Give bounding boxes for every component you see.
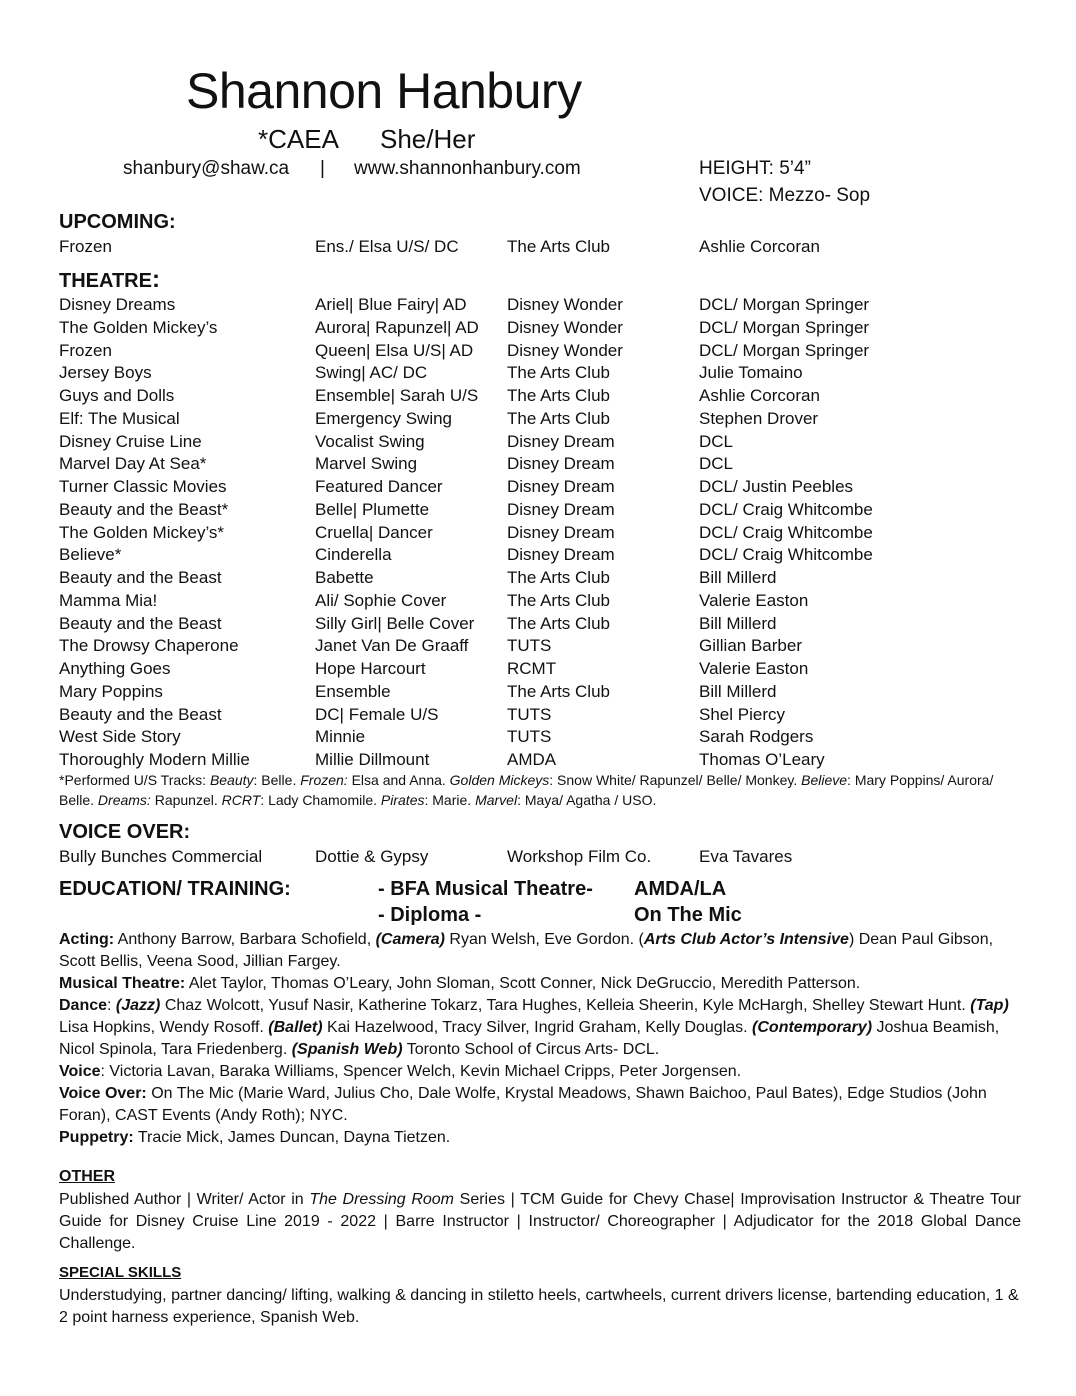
role: Featured Dancer	[315, 477, 443, 496]
role: Queen| Elsa U/S| AD	[315, 340, 474, 360]
show-title: Jersey Boys	[59, 363, 152, 383]
venue: Disney Wonder	[507, 295, 623, 314]
role: Janet Van De Graaff	[315, 636, 469, 656]
venue: Disney Wonder	[507, 340, 623, 360]
show-title: Bully Bunches Commercial	[59, 847, 263, 866]
show-title: Frozen	[59, 237, 112, 256]
venue: Disney Dream	[507, 477, 615, 496]
venue: The Arts Club	[507, 408, 610, 428]
venue: The Arts Club	[507, 568, 610, 587]
degree-bfa: - BFA Musical Theatre-	[378, 878, 593, 900]
director: Ashlie Corcoran	[699, 237, 820, 256]
role: Marvel Swing	[315, 454, 418, 474]
director: Valerie Easton	[699, 659, 809, 678]
show-title: Believe*	[59, 545, 122, 565]
venue: The Arts Club	[507, 237, 610, 256]
venue: Disney Dream	[507, 431, 615, 451]
show-title: Marvel Day At Sea*	[59, 454, 207, 474]
director: Bill Millerd	[699, 613, 777, 633]
role: Babette	[315, 568, 374, 587]
show-title: Mamma Mia!	[59, 590, 158, 610]
venue: The Arts Club	[507, 363, 610, 383]
theatre-heading-label: THEATRE	[59, 270, 152, 292]
show-title: Turner Classic Movies	[59, 477, 227, 496]
role: Minnie	[315, 727, 366, 747]
email-link[interactable]: shanbury@shaw.ca	[123, 158, 290, 179]
venue: Disney Dream	[507, 454, 615, 474]
show-title: West Side Story	[59, 727, 181, 747]
show-title: The Golden Mickey’s*	[59, 522, 225, 542]
other-heading: OTHER	[59, 1168, 115, 1185]
show-title: Thoroughly Modern Millie	[59, 750, 250, 769]
role: Cruella| Dancer	[315, 522, 433, 542]
special-skills-text: Understudying, partner dancing/ lifting, walking & dancing in stiletto heels, cartwheels, current drivers license, bartending education, 1 & 2 point harness experience, Spanish Web.	[59, 1287, 1019, 1326]
director: Bill Millerd	[699, 568, 777, 587]
role: Ali/ Sophie Cover	[315, 590, 447, 610]
show-title: Beauty and the Beast*	[59, 499, 229, 519]
role: Silly Girl| Belle Cover	[315, 613, 475, 633]
role: Swing| AC/ DC	[315, 363, 428, 383]
director: DCL/ Morgan Springer	[699, 317, 870, 337]
voice-over-heading: VOICE OVER:	[59, 821, 191, 843]
director: Thomas O’Leary	[699, 750, 825, 769]
venue: The Arts Club	[507, 681, 610, 701]
school-on-the-mic: On The Mic	[634, 904, 742, 926]
show-title: The Golden Mickey’s	[59, 317, 218, 337]
training-puppetry: Puppetry: Tracie Mick, James Duncan, Dayna Tietzen.	[59, 1129, 451, 1146]
director: DCL/ Morgan Springer	[699, 340, 870, 360]
height-stat: HEIGHT: 5’4”	[699, 158, 811, 179]
venue: Workshop Film Co.	[507, 847, 652, 866]
training-acting: Acting: Anthony Barrow, Barbara Schofield, (Camera) Ryan Welsh, Eve Gordon. (Arts Club Actor’s Intensive) Dean Paul Gibson, Scott Bellis, Veena Sood, Jillian Fargey.	[59, 931, 994, 970]
theatre-heading-colon: :	[151, 266, 160, 293]
director: Gillian Barber	[699, 636, 802, 656]
venue: TUTS	[507, 727, 552, 747]
director: DCL/ Craig Whitcombe	[699, 522, 873, 542]
role: Ens./ Elsa U/S/ DC	[315, 237, 459, 256]
role: Cinderella	[315, 545, 392, 565]
union-status: *CAEA	[258, 124, 339, 154]
pronouns: She/Her	[380, 124, 476, 154]
director: Ashlie Corcoran	[699, 386, 820, 405]
role: Aurora| Rapunzel| AD	[315, 317, 479, 337]
venue: TUTS	[507, 704, 552, 724]
venue: RCMT	[507, 659, 557, 678]
director: DCL	[699, 454, 734, 474]
director: Sarah Rodgers	[699, 727, 814, 747]
director: DCL/ Justin Peebles	[699, 477, 854, 496]
role: Dottie & Gypsy	[315, 847, 429, 866]
director: Stephen Drover	[699, 408, 819, 428]
degree-diploma: - Diploma -	[378, 904, 482, 926]
role: Ensemble	[315, 681, 391, 701]
director: Julie Tomaino	[699, 363, 803, 383]
role: Belle| Plumette	[315, 499, 430, 519]
voice-stat: VOICE: Mezzo- Sop	[699, 185, 871, 206]
role: DC| Female U/S	[315, 704, 439, 724]
venue: Disney Dream	[507, 499, 615, 519]
resume-name: Shannon Hanbury	[186, 63, 582, 119]
show-title: Disney Dreams	[59, 295, 176, 314]
contact-separator: |	[320, 158, 325, 179]
venue: AMDA	[507, 750, 557, 769]
show-title: The Drowsy Chaperone	[59, 636, 239, 656]
director: DCL/ Craig Whitcombe	[699, 499, 873, 519]
other-text: Published Author | Writer/ Actor in The Dressing Room Series | TCM Guide for Chevy Chase| Improvisation Instructor & Theatre Tour Guide for Disney Cruise Line 2019 - 2022 | Barre Instructor | Instructor/ Choreographer | Adjudicator for the 2018 Global Dance Challenge.	[59, 1191, 1021, 1252]
venue: TUTS	[507, 636, 552, 656]
director: DCL/ Craig Whitcombe	[699, 545, 873, 565]
venue: The Arts Club	[507, 590, 610, 610]
show-title: Disney Cruise Line	[59, 431, 202, 451]
venue: Disney Dream	[507, 522, 615, 542]
director: DCL/ Morgan Springer	[699, 295, 870, 314]
role: Millie Dillmount	[315, 750, 430, 769]
venue: Disney Dream	[507, 545, 615, 565]
venue: Disney Wonder	[507, 317, 623, 337]
training-dance: Dance: (Jazz) Chaz Wolcott, Yusuf Nasir, Katherine Tokarz, Tara Hughes, Kelleia Sheerin, Kyle McHargh, Shelley Stewart Hunt. (Tap) Lisa Hopkins, Wendy Rosoff. (Ballet) Kai Hazelwood, Tracy Silver, Ingrid Graham, Kelly Douglas. (Contemporary) Joshua Beamish, Nicol Spinola, Tara Friedenberg. (Spanish Web) Toronto School of Circus Arts- DCL.	[59, 997, 1009, 1058]
show-title: Anything Goes	[59, 659, 171, 678]
show-title: Beauty and the Beast	[59, 613, 222, 633]
director: Eva Tavares	[699, 847, 793, 866]
director: DCL	[699, 431, 734, 451]
role: Hope Harcourt	[315, 659, 426, 678]
role: Emergency Swing	[315, 408, 453, 428]
theatre-heading	[59, 266, 160, 294]
show-title: Mary Poppins	[59, 681, 163, 701]
role: Ensemble| Sarah U/S	[315, 386, 479, 405]
show-title: Elf: The Musical	[59, 408, 180, 428]
website-link[interactable]: www.shannonhanbury.com	[354, 158, 581, 179]
role: Ariel| Blue Fairy| AD	[315, 295, 467, 314]
show-title: Beauty and the Beast	[59, 568, 222, 587]
show-title: Frozen	[59, 340, 112, 360]
school-amda: AMDA/LA	[634, 878, 727, 900]
venue: The Arts Club	[507, 386, 610, 405]
role: Vocalist Swing	[315, 431, 425, 451]
venue: The Arts Club	[507, 613, 610, 633]
training-list	[59, 929, 1021, 1149]
education-heading: EDUCATION/ TRAINING:	[59, 878, 291, 900]
show-title: Guys and Dolls	[59, 386, 175, 405]
special-skills-heading: SPECIAL SKILLS	[59, 1264, 182, 1281]
director: Bill Millerd	[699, 681, 777, 701]
director: Valerie Easton	[699, 590, 809, 610]
training-musical-theatre: Musical Theatre: Alet Taylor, Thomas O’Leary, John Sloman, Scott Conner, Nick DeGruccio, Meredith Patterson.	[59, 975, 861, 992]
director: Shel Piercy	[699, 704, 785, 724]
show-title: Beauty and the Beast	[59, 704, 222, 724]
tracks-note: *Performed U/S Tracks: Beauty: Belle. Frozen: Elsa and Anna. Golden Mickeys: Snow White/ Rapunzel/ Belle/ Monkey. Believe: Mary Poppins/ Aurora/ Belle. Dreams: Rapunzel. RCRT: Lady Chamomile. Pirates: Marie. Marvel: Maya/ Agatha / USO.	[59, 772, 994, 808]
training-voice-over: Voice Over: On The Mic (Marie Ward, Julius Cho, Dale Wolfe, Krystal Meadows, Shawn Baichoo, Paul Bates), Edge Studios (John Foran), CAST Events (Andy Roth); NYC.	[59, 1085, 987, 1124]
upcoming-heading: UPCOMING:	[59, 211, 176, 233]
training-voice: Voice: Victoria Lavan, Baraka Williams, Spencer Welch, Kevin Michael Cripps, Peter Jorgensen.	[59, 1063, 742, 1080]
